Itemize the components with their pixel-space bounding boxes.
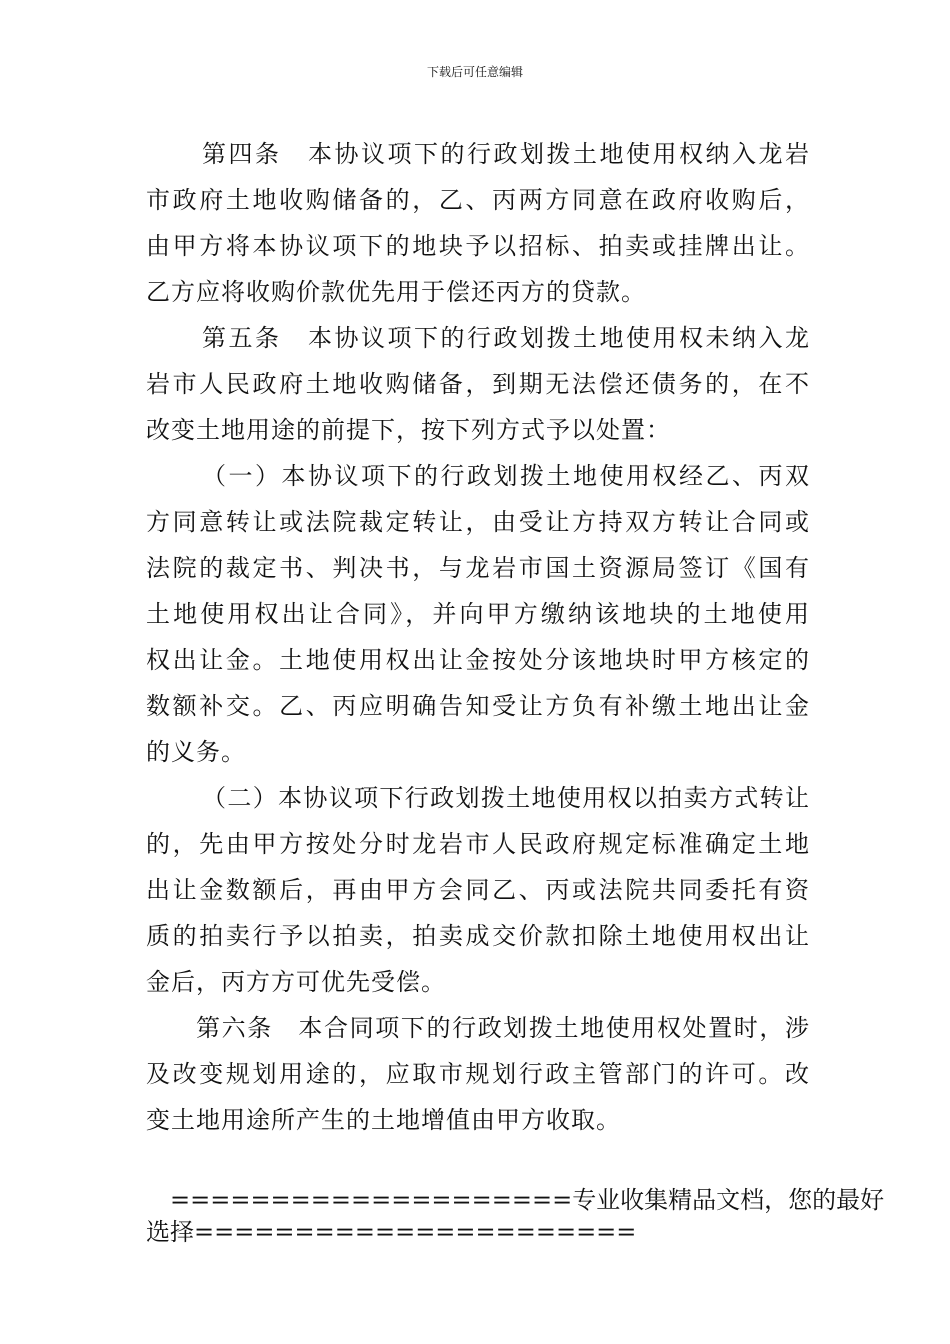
paragraph-line: 出让金数额后，再由甲方会同乙、丙或法院共同委托有资: [146, 876, 810, 904]
paragraph-line: 市政府土地收购储备的，乙、丙两方同意在政府收购后，: [146, 186, 810, 214]
paragraph-line: 法院的裁定书、判决书，与龙岩市国土资源局签订《国有: [146, 554, 810, 582]
paragraph-line: （一）本协议项下的行政划拨土地使用权经乙、丙双: [202, 462, 810, 490]
footer-line-1: ====================专业收集精品文档，您的最好: [170, 1186, 885, 1214]
paragraph-line: 的，先由甲方按处分时龙岩市人民政府规定标准确定土地: [146, 830, 810, 858]
paragraph-line: 第六条 本合同项下的行政划拨土地使用权处置时，涉: [196, 1014, 810, 1042]
footer-line-2: 选择======================: [146, 1218, 637, 1246]
paragraph-line: 数额补交。乙、丙应明确告知受让方负有补缴土地出让金: [146, 692, 810, 720]
paragraph-line: 岩市人民政府土地收购储备，到期无法偿还债务的，在不: [146, 370, 810, 398]
paragraph-line: 方同意转让或法院裁定转让，由受让方持双方转让合同或: [146, 508, 810, 536]
paragraph-line: 土地使用权出让合同》，并向甲方缴纳该地块的土地使用: [146, 600, 810, 628]
paragraph-line: 变土地用途所产生的土地增值由甲方收取。: [146, 1106, 621, 1134]
paragraph-line: 乙方应将收购价款优先用于偿还丙方的贷款。: [146, 278, 646, 306]
paragraph-line: 由甲方将本协议项下的地块予以招标、拍卖或挂牌出让。: [146, 232, 810, 260]
paragraph-line: 第五条 本协议项下的行政划拨土地使用权未纳入龙: [202, 324, 810, 352]
paragraph-line: 的义务。: [146, 738, 246, 766]
paragraph-line: 改变土地用途的前提下，按下列方式予以处置：: [146, 416, 671, 444]
paragraph-line: 及改变规划用途的，应取市规划行政主管部门的许可。改: [146, 1060, 810, 1088]
paragraph-line: 权出让金。土地使用权出让金按处分该地块时甲方核定的: [146, 646, 810, 674]
paragraph-line: 第四条 本协议项下的行政划拨土地使用权纳入龙岩: [202, 140, 810, 168]
paragraph-line: （二）本协议项下行政划拨土地使用权以拍卖方式转让: [202, 784, 810, 812]
paragraph-line: 金后，丙方方可优先受偿。: [146, 968, 446, 996]
paragraph-line: 质的拍卖行予以拍卖，拍卖成交价款扣除土地使用权出让: [146, 922, 810, 950]
page-header: 下载后可任意编辑: [426, 65, 523, 79]
